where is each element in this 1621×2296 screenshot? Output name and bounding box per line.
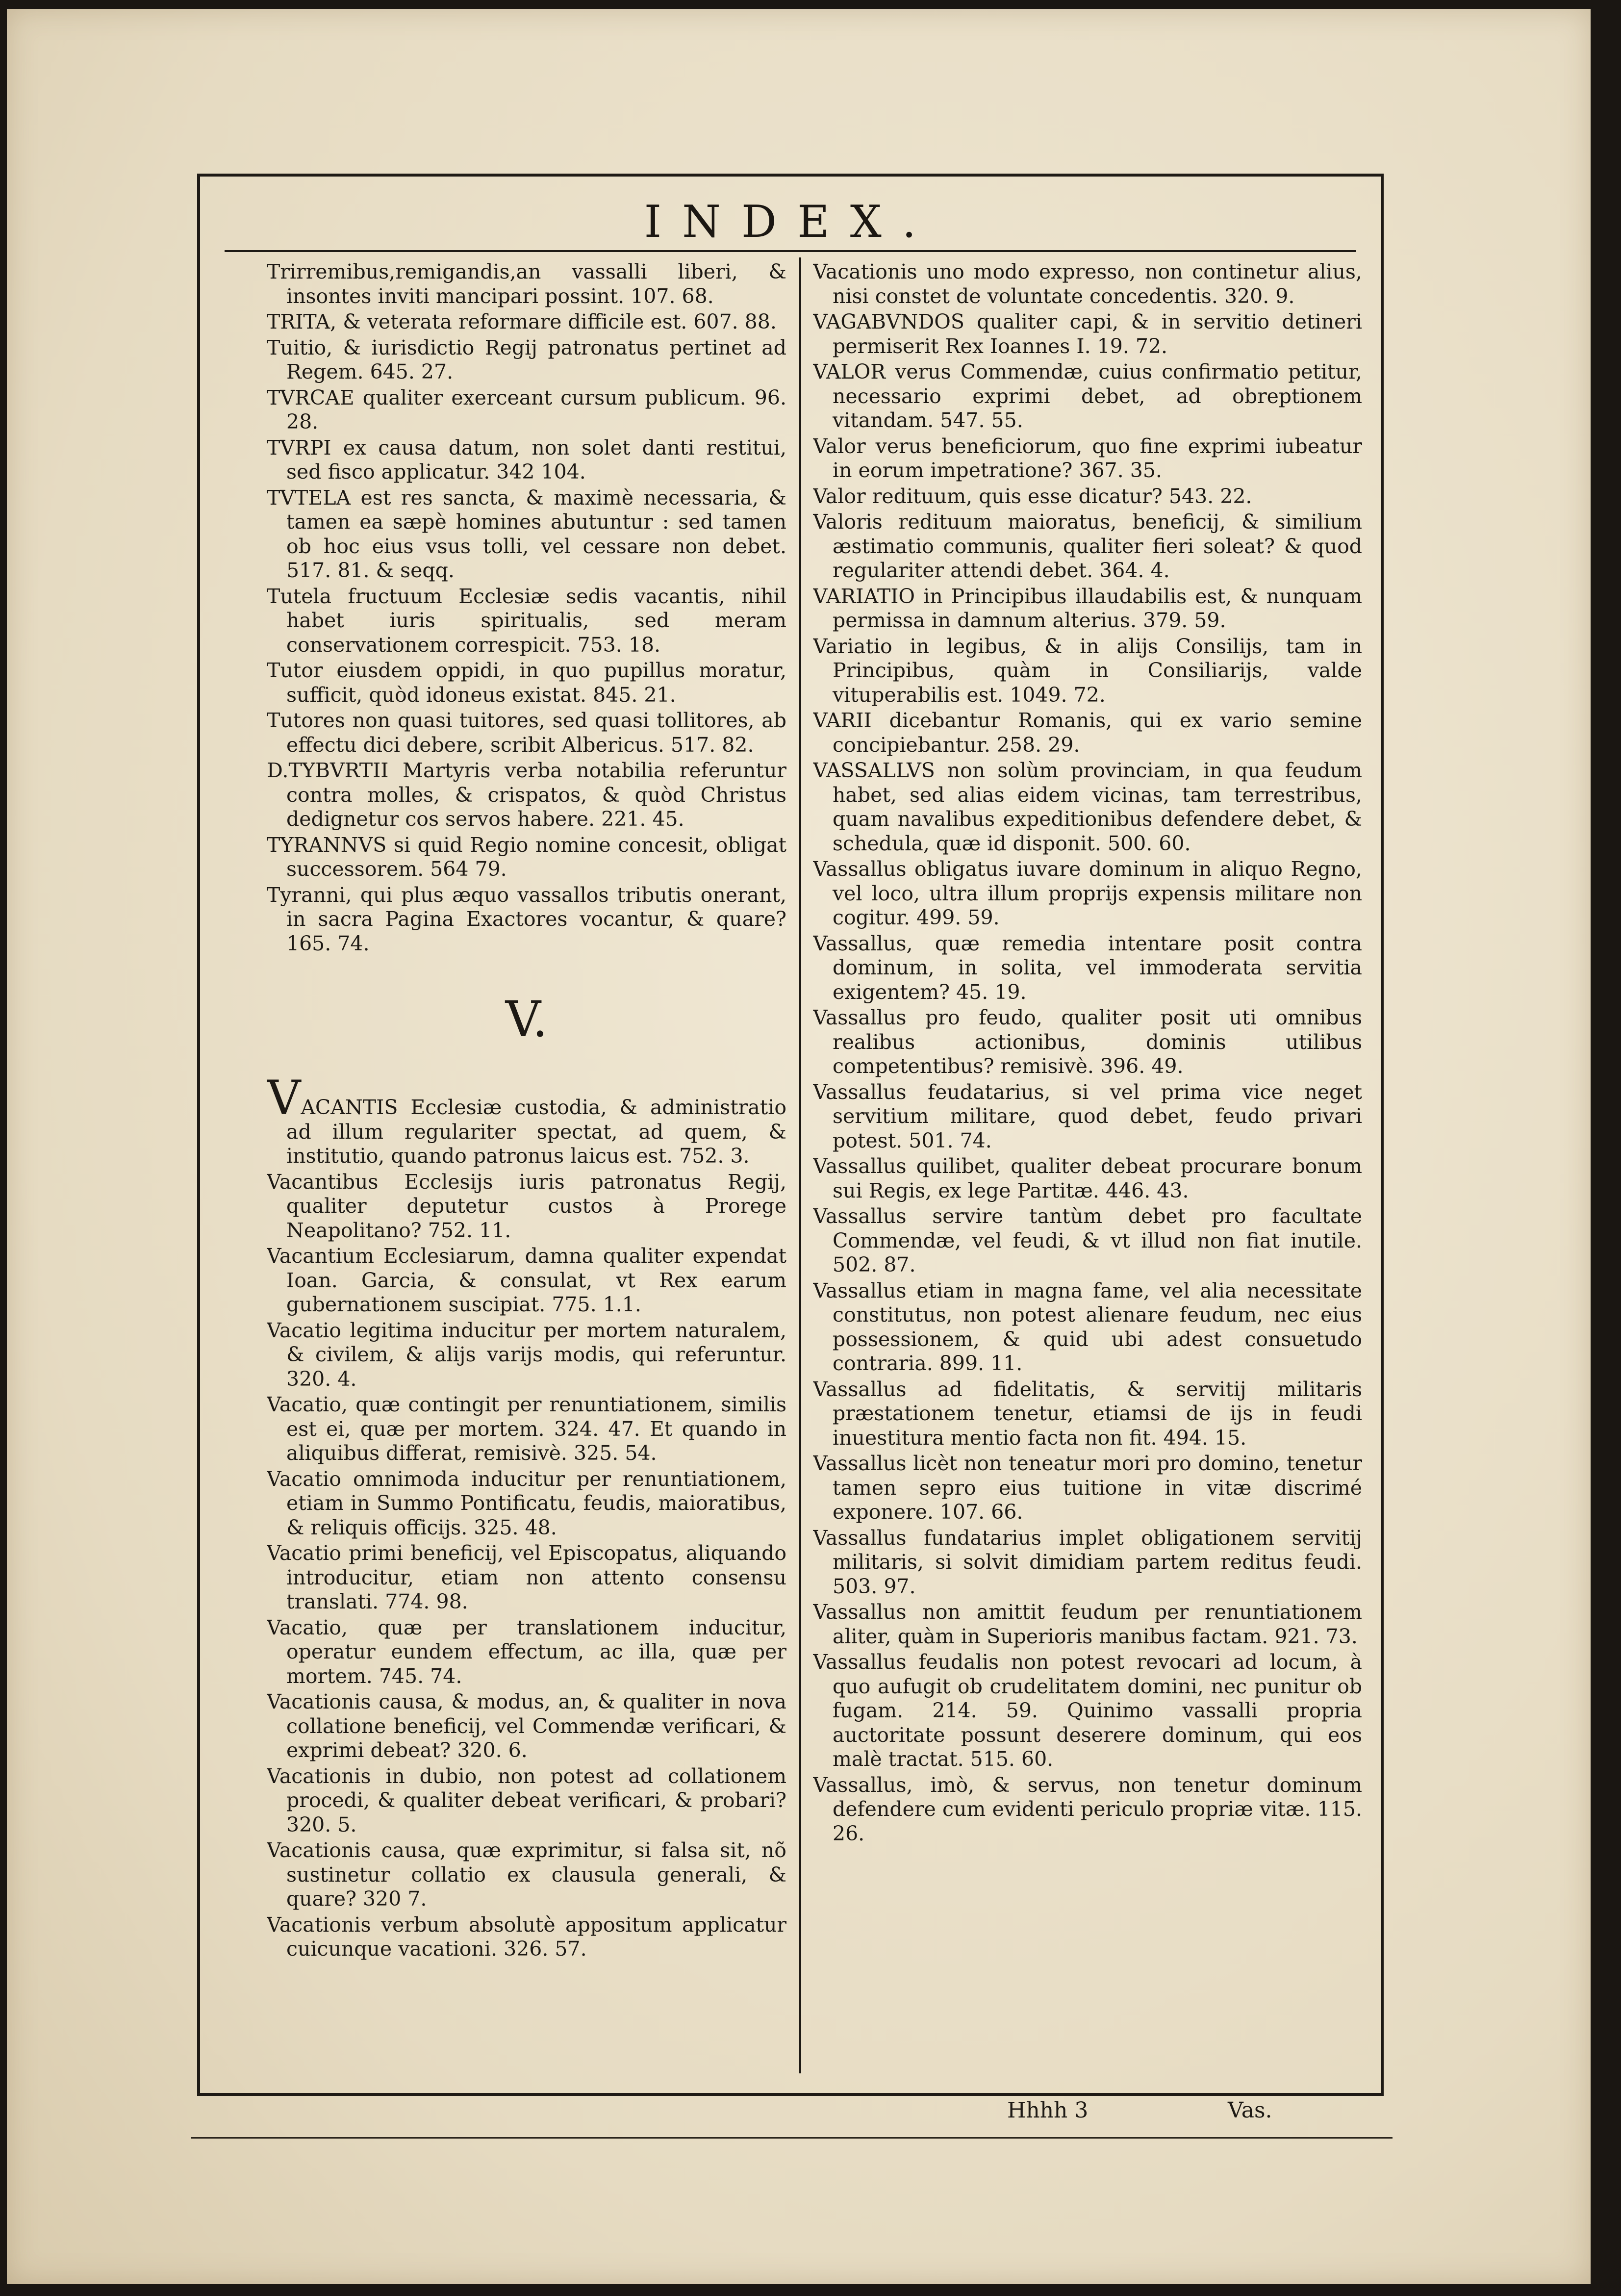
right-column	[813, 260, 1362, 2073]
section-letter: V.	[505, 991, 548, 1048]
index-entry: VACANTIS Ecclesiæ custodia, & administratio ad illum regulariter spectat, ad quem, & institutio, quando patronus laicus est. 752. 3.	[267, 1071, 786, 1168]
index-entry: TYRANNVS si quid Regio nomine concesit, obligat successorem. 564 79.	[267, 833, 786, 881]
index-entry: Tutores non quasi tuitores, sed quasi tollitores, ab effectu dici debere, scribit Albericus. 517. 82.	[267, 709, 786, 757]
index-entry: Vacatio primi beneficij, vel Episcopatus, aliquando introducitur, etiam non attento consensu translati. 774. 98.	[267, 1541, 786, 1613]
index-entry: Vassallus etiam in magna fame, vel alia necessitate constitutus, non potest alienare feudum, nec eius possessionem, & quid ubi adest consuetudo contraria. 899. 11.	[813, 1278, 1362, 1375]
index-entry: VARII dicebantur Romanis, qui ex vario semine concipiebantur. 258. 29.	[813, 709, 1362, 757]
bottom-rule	[191, 2137, 1393, 2139]
index-entry: VARIATIO in Principibus illaudabilis est, & nunquam permissa in damnum alterius. 379. 59.	[813, 584, 1362, 632]
index-entry: VALOR verus Commendæ, cuius confirmatio petitur, necessario exprimi debet, ad obreptionem vitandam. 547. 55.	[813, 360, 1362, 432]
index-entry: Vassallus non amittit feudum per renuntiationem aliter, quàm in Superioris manibus factam. 921. 73.	[813, 1600, 1362, 1648]
index-entry: Vassallus obligatus iuvare dominum in aliquo Regno, vel loco, ultra illum proprijs expensis militare non cogitur. 499. 59.	[813, 857, 1362, 929]
index-entry: Vacationis verbum absolutè appositum applicatur cuicunque vacationi. 326. 57.	[267, 1913, 786, 1961]
index-entry: Vacantibus Ecclesijs iuris patronatus Regij, qualiter deputetur custos à Prorege Neapolitano? 752. 11.	[267, 1170, 786, 1242]
column-rule	[799, 257, 801, 2073]
signature-mark: Hhhh 3	[1007, 2098, 1089, 2123]
index-entry: Vacatio, quæ contingit per renuntiationem, similis est ei, quæ per mortem. 324. 47. Et quando in aliquibus differat, remisivè. 325. 54.	[267, 1393, 786, 1465]
index-entry: Tutela fructuum Ecclesiæ sedis vacantis, nihil habet iuris spiritualis, sed meram conservationem correspicit. 753. 18.	[267, 584, 786, 657]
index-entry: TVRCAE qualiter exerceant cursum publicum. 96. 28.	[267, 385, 786, 434]
index-entry: D.TYBVRTII Martyris verba notabilia referuntur contra molles, & crispatos, & quòd Christus dedignetur cos servos habere. 221. 45.	[267, 759, 786, 831]
index-entry: Tutor eiusdem oppidi, in quo pupillus moratur, sufficit, quòd idoneus existat. 845. 21.	[267, 659, 786, 707]
index-entry: Valoris redituum maioratus, beneficij, & similium æstimatio communis, qualiter fieri soleat? & quod regulariter attendi debet. 364. 4.	[813, 510, 1362, 582]
page-title: INDEX.	[644, 196, 937, 248]
index-entry: Valor redituum, quis esse dicatur? 543. 22.	[813, 484, 1252, 508]
index-entry: Vassallus feudalis non potest revocari ad locum, à quo aufugit ob crudelitatem domini, nec punitur ob fugam. 214. 59. Quinimo vassalli propria auctoritate possunt deserere dominum, qui eos malè tractat. 515. 60.	[813, 1650, 1362, 1771]
index-entry: Vassallus licèt non teneatur mori pro domino, tenetur tamen sepro eius tuitione in vitæ discrimé exponere. 107. 66.	[813, 1452, 1362, 1524]
index-entry: Vassallus feudatarius, si vel prima vice neget servitium militare, quod debet, feudo privari potest. 501. 74.	[813, 1080, 1362, 1152]
book-page	[7, 9, 1591, 2284]
index-frame	[197, 174, 1384, 2096]
left-column	[267, 260, 786, 2073]
index-entry: Vacatio, quæ per translationem inducitur, operatur eundem effectum, ac illa, quæ per mortem. 745. 74.	[267, 1615, 786, 1688]
index-entry: Vassallus servire tantùm debet pro facultate Commendæ, vel feudi, & vt illud non fiat inutile. 502. 87.	[813, 1204, 1362, 1276]
index-entry: Trirremibus,remigandis,an vassalli liberi, & insontes inviti mancipari possint. 107. 68.	[267, 260, 786, 308]
index-entry: VASSALLVS non solùm provinciam, in qua feudum habet, sed alias eidem vicinas, tam terrestribus, quam navalibus expeditionibus defendere debet, & schedula, quæ id disponit. 500. 60.	[813, 759, 1362, 855]
index-entry: Vassallus quilibet, qualiter debeat procurare bonum sui Regis, ex lege Partitæ. 446. 43.	[813, 1154, 1362, 1202]
index-entry: Tuitio, & iurisdictio Regij patronatus pertinet ad Regem. 645. 27.	[267, 335, 786, 383]
index-entry: Vacationis causa, quæ exprimitur, si falsa sit, nõ sustinetur collatio ex clausula generali, & quare? 320 7.	[267, 1838, 786, 1911]
index-entry: Vassallus, quæ remedia intentare posit contra dominum, in solita, vel immoderata servitia exigentem? 45. 19.	[813, 931, 1362, 1004]
index-entry: TRITA, & veterata reformare difficile est. 607. 88.	[267, 310, 777, 333]
title-rule	[225, 250, 1356, 252]
index-entry: VAGABVNDOS qualiter capi, & in servitio detineri permiserit Rex Ioannes I. 19. 72.	[813, 310, 1362, 358]
index-entry: Vacationis causa, & modus, an, & qualiter in nova collatione beneficij, vel Commendæ verificari, & exprimi debeat? 320. 6.	[267, 1690, 786, 1762]
index-entry: Vacationis in dubio, non potest ad collationem procedi, & qualiter debeat verificari, & probari? 320. 5.	[267, 1764, 786, 1837]
index-entry: TVTELA est res sancta, & maximè necessaria, & tamen ea sæpè homines abutuntur : sed tamen ob hoc eius vsus tolli, vel cessare non debet. 517. 81. & seqq.	[267, 485, 786, 582]
index-entry: Vacatio omnimoda inducitur per renuntiationem, etiam in Summo Pontificatu, feudis, maioratibus, & reliquis officijs. 325. 48.	[267, 1467, 786, 1539]
catchword: Vas.	[1228, 2098, 1272, 2123]
index-entry: Variatio in legibus, & in alijs Consilijs, tam in Principibus, quàm in Consiliarijs, valde vituperabilis est. 1049. 72.	[813, 634, 1362, 707]
index-entry: Vassallus, imò, & servus, non tenetur dominum defendere cum evidenti periculo propriæ vitæ. 115. 26.	[813, 1773, 1362, 1845]
index-entry: Valor verus beneficiorum, quo fine exprimi iubeatur in eorum impetratione? 367. 35.	[813, 434, 1362, 482]
index-entry: Tyranni, qui plus æquo vassallos tributis onerant, in sacra Pagina Exactores vocantur, & quare? 165. 74.	[267, 883, 786, 955]
index-entry: Vassallus pro feudo, qualiter posit uti omnibus realibus actionibus, dominis utilibus competentibus? remisivè. 396. 49.	[813, 1006, 1362, 1078]
index-entry: Vacatio legitima inducitur per mortem naturalem, & civilem, & alijs varijs modis, qui referuntur. 320. 4.	[267, 1318, 786, 1391]
index-entry: Vassallus fundatarius implet obligationem servitij militaris, si solvit dimidiam partem reditus feudi. 503. 97.	[813, 1526, 1362, 1598]
index-entry: Vassallus ad fidelitatis, & servitij militaris præstationem tenetur, etiamsi de ijs in feudi inuestitura mentio facta non fit. 494. 15.	[813, 1377, 1362, 1450]
index-entry: TVRPI ex causa datum, non solet danti restitui, sed fisco applicatur. 342 104.	[267, 435, 786, 484]
index-entry: Vacantium Ecclesiarum, damna qualiter expendat Ioan. Garcia, & consulat, vt Rex earum gubernationem suscipiat. 775. 1.1.	[267, 1244, 786, 1316]
index-entry: Vacationis uno modo expresso, non continetur alius, nisi constet de voluntate concedentis. 320. 9.	[813, 260, 1362, 308]
